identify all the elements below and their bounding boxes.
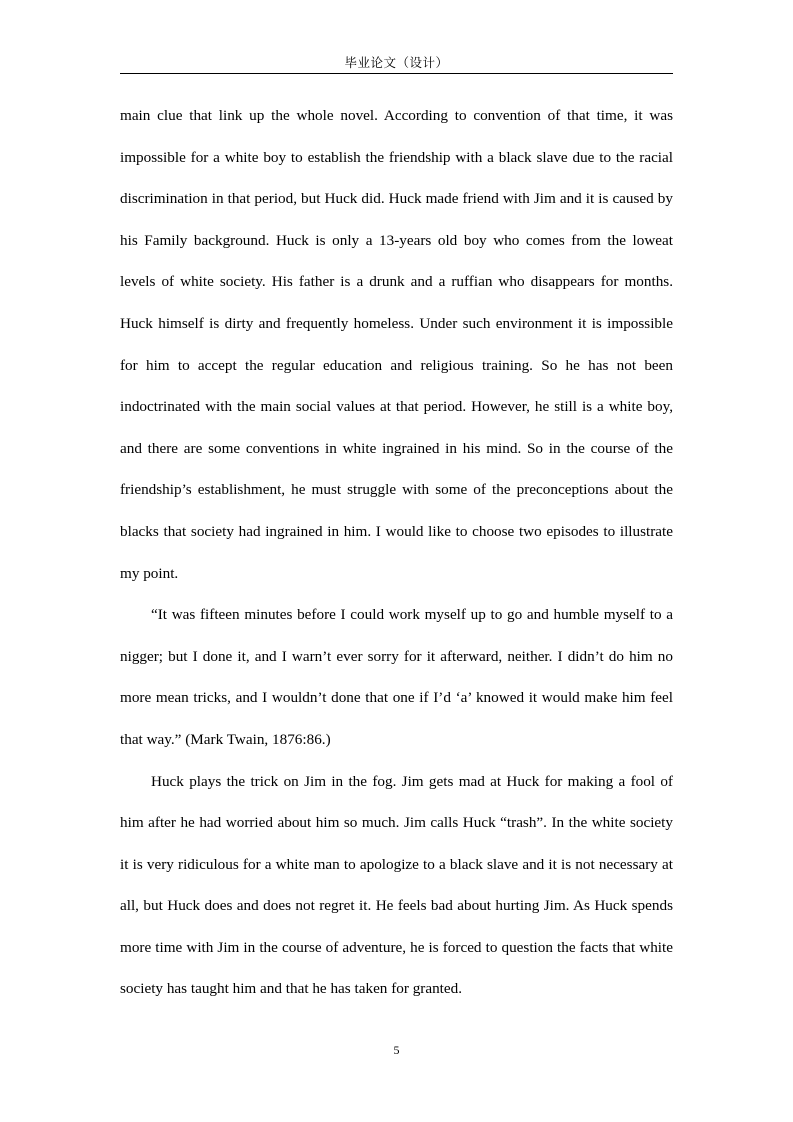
body-text (120, 95, 673, 1010)
page-number: 5 (393, 1043, 400, 1057)
page-header: 毕业论文（设计） (344, 56, 449, 70)
header-rule (120, 73, 673, 74)
quotation-paragraph: “It was fifteen minutes before I could work myself up to go and humble myself to a nigger; but I done it, and I warn’t ever sorry for it afterward, neither. I didn’t do him no more mean tricks, and I wouldn’t done that one if I’d ‘a’ knowed it would make him feel that way.” (Mark Twain, 1876:86.) (120, 606, 673, 748)
paragraph: Huck plays the trick on Jim in the fog. Jim gets mad at Huck for making a fool of him after he had worried about him so much. Jim calls Huck “trash”. In the white society it is very ridiculous for a white man to apologize to a black slave and it is not necessary at all, but Huck does and does not regret it. He feels bad about hurting Jim. As Huck spends more time with Jim in the course of adventure, he is forced to question the facts that white society has taught him and that he has taken for granted. (120, 772, 673, 998)
paragraph: main clue that link up the whole novel. According to convention of that time, it was impossible for a white boy to establish the friendship with a black slave due to the racial discrimination in that period, but Huck did. Huck made friend with Jim and it is caused by his Family background. Huck is only a 13-years old boy who comes from the loweat levels of white society. His father is a drunk and a ruffian who disappears for months. Huck himself is dirty and frequently homeless. Under such environment it is impossible for him to accept the regular education and religious training. So he has not been indoctrinated with the main social values at that period. However, he still is a white boy, and there are some conventions in white ingrained in his mind. So in the course of the friendship’s establishment, he must struggle with some of the preconceptions about the blacks that society had ingrained in him. I would like to choose two episodes to illustrate my point. (120, 107, 673, 582)
